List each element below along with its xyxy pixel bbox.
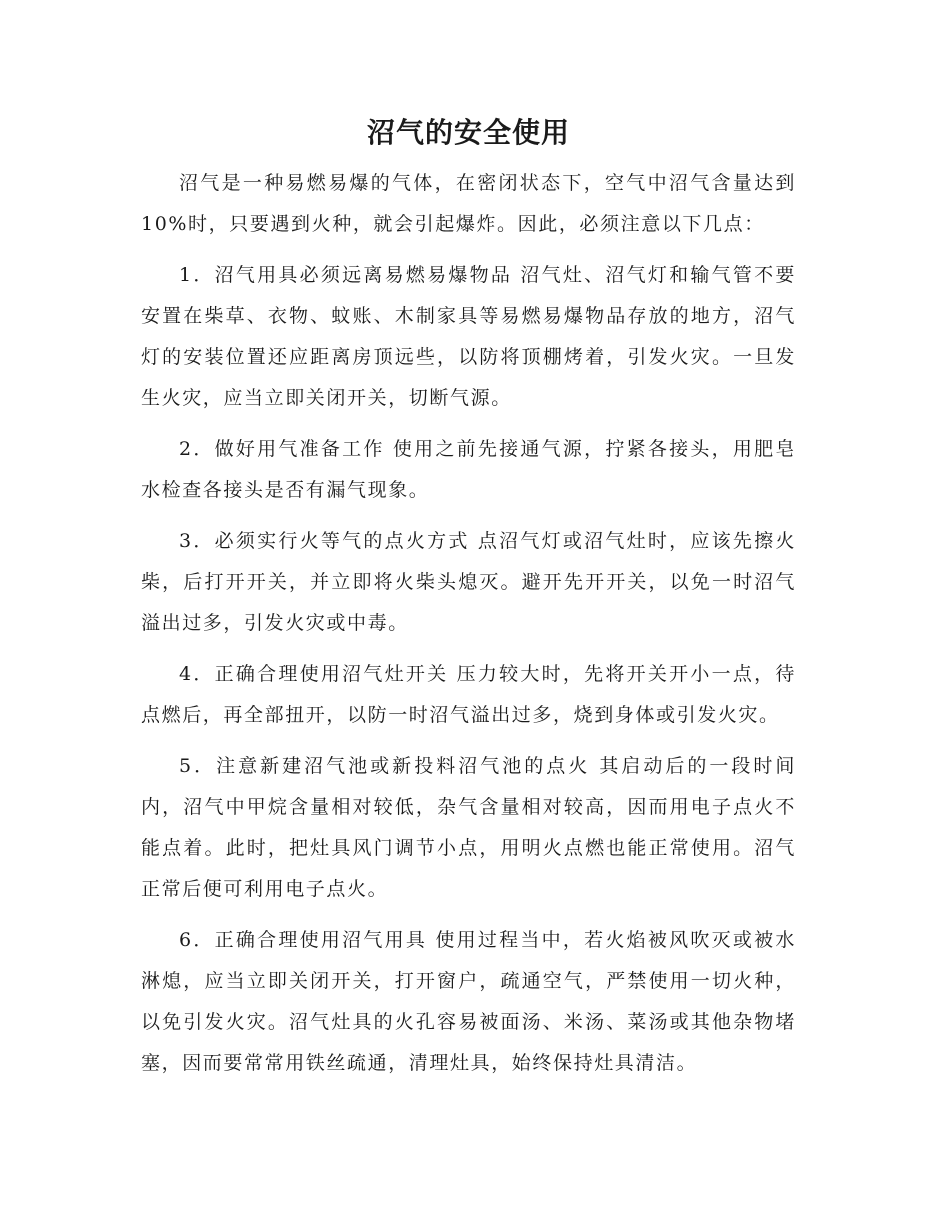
list-item: 2．做好用气准备工作 使用之前先接通气源，拧紧各接头，用肥皂水检查各接头是否有漏气现象。: [141, 438, 796, 501]
list-item: 3．必须实行火等气的点火方式 点沼气灯或沼气灶时，应该先擦火柴，后打开开关，并立即将火柴头熄灭。避开先开开关，以免一时沼气溢出过多，引发火灾或中毒。: [141, 530, 796, 634]
intro-paragraph: 沼气是一种易燃易爆的气体，在密闭状态下，空气中沼气含量达到10%时，只要遇到火种，就会引起爆炸。因此，必须注意以下几点：: [141, 172, 796, 235]
document-page: [141, 0, 796, 1084]
list-item: 4．正确合理使用沼气灶开关 压力较大时，先将开关开小一点，待点燃后，再全部扭开，以防一时沼气溢出过多，烧到身体或引发火灾。: [141, 663, 796, 726]
list-item: 5．注意新建沼气池或新投料沼气池的点火 其启动后的一段时间内，沼气中甲烷含量相对较低，杂气含量相对较高，因而用电子点火不能点着。此时，把灶具风门调节小点，用明火点燃也能正常使用。沼气正常后便可利用电子点火。: [141, 755, 796, 900]
document-title: 沼气的安全使用: [366, 116, 570, 149]
list-item: 6．正确合理使用沼气用具 使用过程当中，若火焰被风吹灭或被水淋熄，应当立即关闭开关，打开窗户，疏通空气，严禁使用一切火种，以免引发火灾。沼气灶具的火孔容易被面汤、米汤、菜汤或其他杂物堵塞，因而要常常用铁丝疏通，清理灶具，始终保持灶具清洁。: [141, 929, 796, 1074]
list-item: 1．沼气用具必须远离易燃易爆物品 沼气灶、沼气灯和输气管不要安置在柴草、衣物、蚊账、木制家具等易燃易爆物品存放的地方，沼气灯的安装位置还应距离房顶远些，以防将顶棚烤着，引发火灾。一旦发生火灾，应当立即关闭开关，切断气源。: [141, 264, 796, 409]
